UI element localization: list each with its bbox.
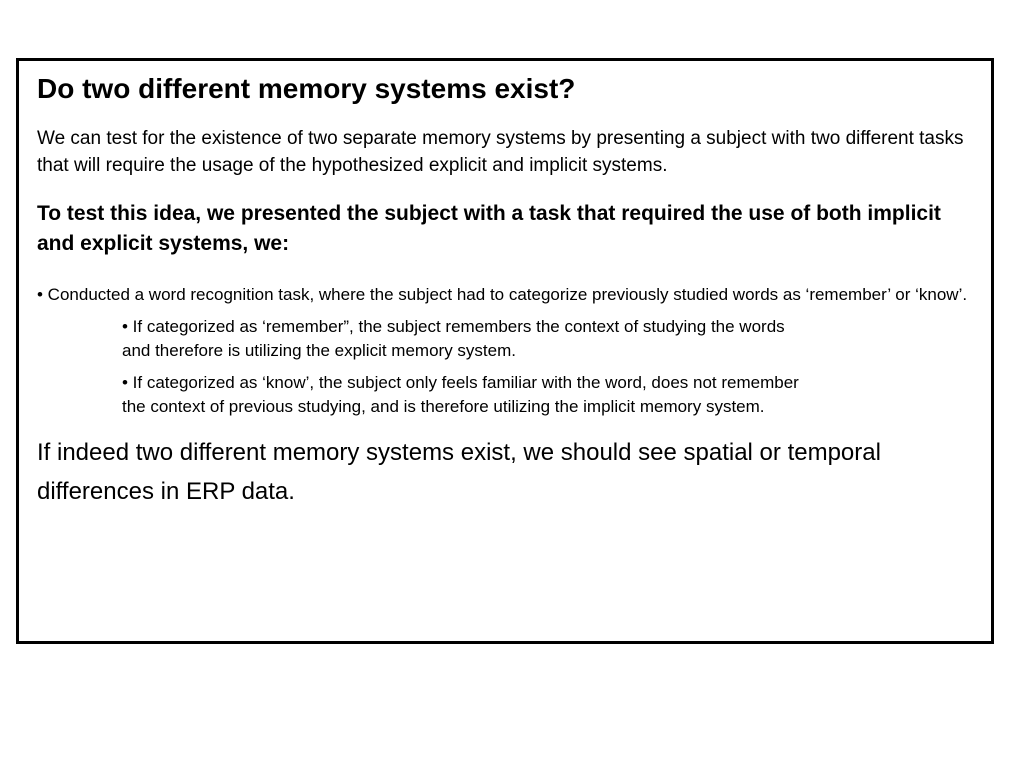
sub-bullet-list	[122, 315, 802, 419]
method-lead: To test this idea, we presented the subject with a task that required the use of both implicit and explicit systems, we:	[37, 202, 941, 255]
sub-bullet-remember: • If categorized as ‘remember”, the subject remembers the context of studying the words and therefore is utilizing the explicit memory system.	[122, 317, 785, 360]
slide-content	[37, 71, 982, 511]
main-bullet: • Conducted a word recognition task, where the subject had to categorize previously studied words as ‘remember’ or ‘know’.	[37, 285, 968, 304]
sub-bullet-know: • If categorized as ‘know’, the subject only feels familiar with the word, does not remember the context of previous studying, and is therefore utilizing the implicit memory system.	[122, 373, 799, 416]
slide-frame	[16, 58, 994, 644]
intro-paragraph: We can test for the existence of two separate memory systems by presenting a subject with two different tasks that will require the usage of the hypothesized explicit and implicit systems.	[37, 128, 964, 176]
slide-title: Do two different memory systems exist?	[37, 73, 576, 104]
conclusion-paragraph: If indeed two different memory systems exist, we should see spatial or temporal differences in ERP data.	[37, 439, 881, 505]
